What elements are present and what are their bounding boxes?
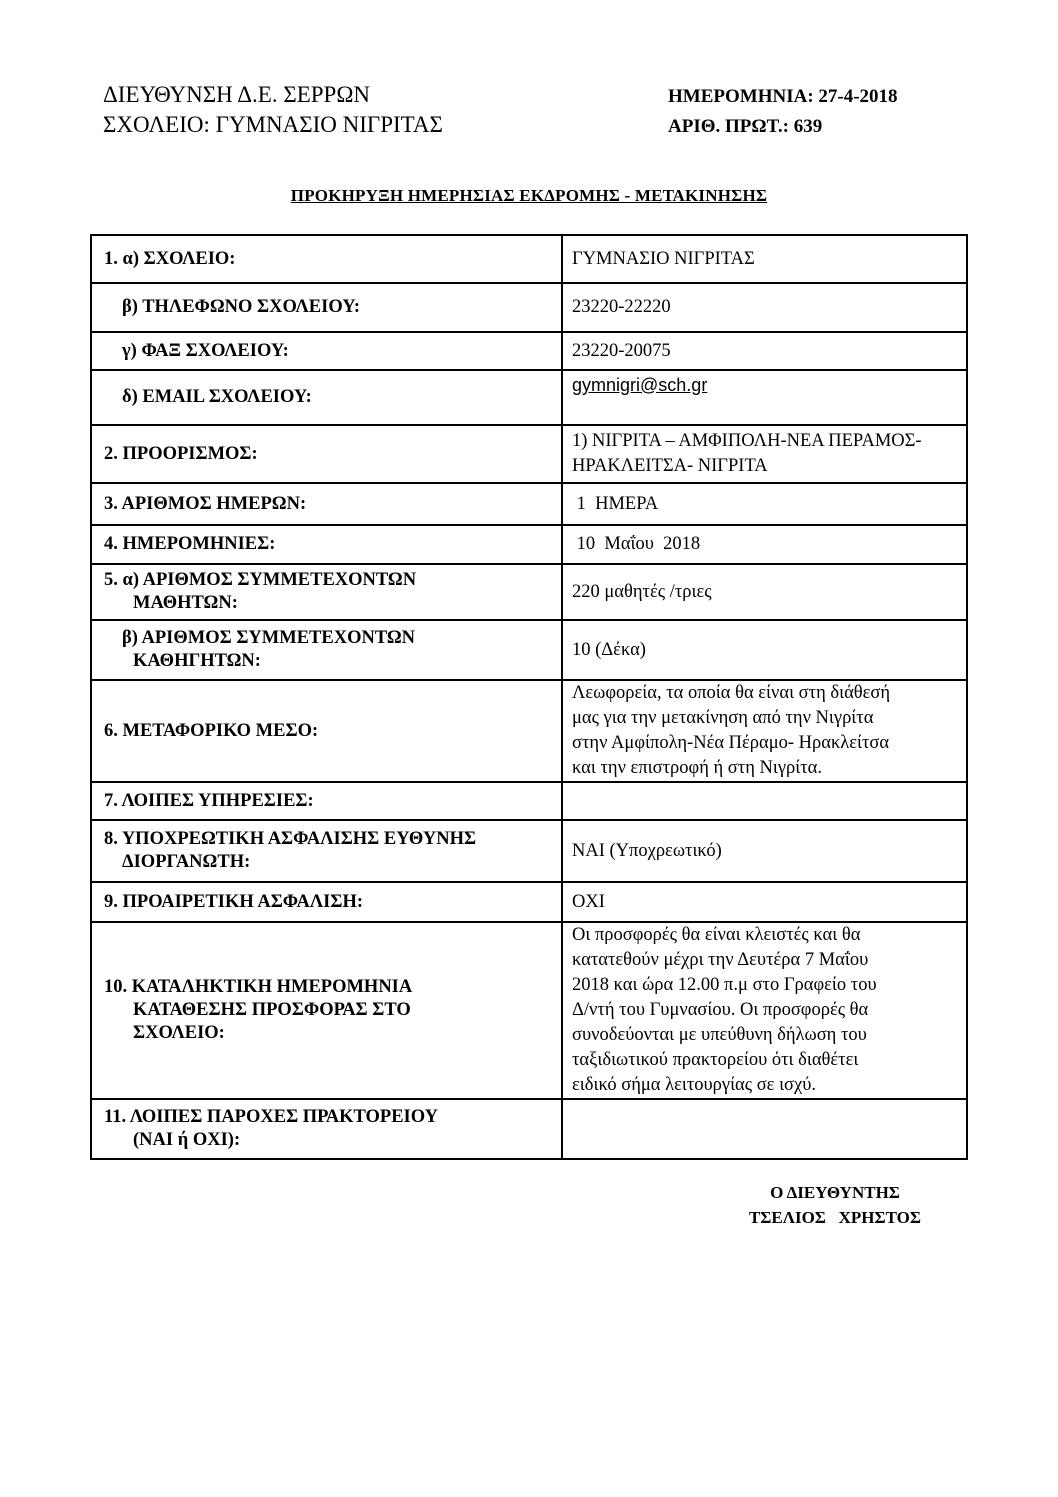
row-label: 8. ΥΠΟΧΡΕΩΤΙΚΗ ΑΣΦΑΛΙΣΗΣ ΕΥΘΥΝΗΣ ΔΙΟΡΓΑΝΩΤΗ: [91, 820, 562, 882]
trip-details-table [90, 234, 968, 1160]
letterhead-left [103, 80, 443, 140]
row-label: β) ΤΗΛΕΦΩΝΟ ΣΧΟΛΕΙΟΥ: [91, 283, 562, 332]
table-row [91, 525, 967, 564]
row-value: 10 (Δέκα) [562, 620, 967, 680]
directorate-name: ΔΙΕΥΘΥΝΣΗ Δ.Ε. ΣΕΡΡΩΝ [103, 82, 371, 107]
row-value: ΟΧΙ [562, 882, 967, 922]
row-value: 220 μαθητές /τριες [562, 564, 967, 620]
row-label: γ) ΦΑΞ ΣΧΟΛΕΙΟΥ: [91, 332, 562, 370]
table-row [91, 922, 967, 1099]
table-row [91, 620, 967, 680]
row-label: 1. α) ΣΧΟΛΕΙΟ: [91, 235, 562, 283]
row-value: ΓΥΜΝΑΣΙΟ ΝΙΓΡΙΤΑΣ [562, 235, 967, 283]
row-value [562, 370, 967, 425]
row-label: 7. ΛΟΙΠΕΣ ΥΠΗΡΕΣΙΕΣ: [91, 782, 562, 820]
school-name-header: ΣΧΟΛΕΙΟ: ΓΥΜΝΑΣΙΟ ΝΙΓΡΙΤΑΣ [103, 112, 443, 137]
row-label: 10. ΚΑΤΑΛΗΚΤΙΚΗ ΗΜΕΡΟΜΗΝΙΑ ΚΑΤΑΘΕΣΗΣ ΠΡΟΣΦΟΡΑΣ ΣΤΟ ΣΧΟΛΕΙΟ: [91, 922, 562, 1099]
table-row [91, 283, 967, 332]
row-value [562, 1099, 967, 1159]
email-link[interactable]: gymnigri@sch.gr [572, 374, 708, 395]
table-row [91, 483, 967, 525]
row-value: Οι προσφορές θα είναι κλειστές και θα κατατεθούν μέχρι την Δευτέρα 7 Μαΐου 2018 και ώρα 12.00 π.μ στο Γραφείο του Δ/ντή του Γυμνασίου. Οι προσφορές θα συνοδεύονται με υπεύθυνη δήλωση του ταξιδιωτικού πρακτορείου ότι διαθέτει ειδικό σήμα λειτουργίας σε ισχύ. [562, 922, 967, 1099]
row-label: 2. ΠΡΟΟΡΙΣΜΟΣ: [91, 425, 562, 483]
table-row [91, 820, 967, 882]
row-label: 3. ΑΡΙΘΜΟΣ ΗΜΕΡΩΝ: [91, 483, 562, 525]
signature-block [725, 1180, 945, 1230]
letterhead-right [668, 82, 898, 142]
row-label: 4. ΗΜΕΡΟΜΗΝΙΕΣ: [91, 525, 562, 564]
row-value: 1 ΗΜΕΡΑ [562, 483, 967, 525]
row-label: 6. ΜΕΤΑΦΟΡΙΚΟ ΜΕΣΟ: [91, 680, 562, 782]
row-label: 9. ΠΡΟΑΙΡΕΤΙΚΗ ΑΣΦΑΛΙΣΗ: [91, 882, 562, 922]
table-row [91, 564, 967, 620]
table-row [91, 370, 967, 425]
protocol-number: ΑΡΙΘ. ΠΡΩΤ.: 639 [668, 116, 823, 137]
row-label: 5. α) ΑΡΙΘΜΟΣ ΣΥΜΜΕΤΕΧΟΝΤΩΝ ΜΑΘΗΤΩΝ: [91, 564, 562, 620]
row-label: 11. ΛΟΙΠΕΣ ΠΑΡΟΧΕΣ ΠΡΑΚΤΟΡΕΙΟΥ (ΝΑΙ ή ΟΧΙ): [91, 1099, 562, 1159]
row-label: β) ΑΡΙΘΜΟΣ ΣΥΜΜΕΤΕΧΟΝΤΩΝ ΚΑΘΗΓΗΤΩΝ: [91, 620, 562, 680]
table-row [91, 680, 967, 782]
table-row [91, 332, 967, 370]
table-row [91, 235, 967, 283]
signatory-role: Ο ΔΙΕΥΘΥΝΤΗΣ [770, 1183, 900, 1202]
row-value: Λεωφορεία, τα οποία θα είναι στη διάθεσή μας για την μετακίνηση από την Νιγρίτα στην Αμφίπολη-Νέα Πέραμο- Ηρακλείτσα και την επιστροφή ή στη Νιγρίτα. [562, 680, 967, 782]
row-value: 23220-20075 [562, 332, 967, 370]
table-row [91, 425, 967, 483]
table-row [91, 782, 967, 820]
row-value: 23220-22220 [562, 283, 967, 332]
row-value: 10 Μαΐου 2018 [562, 525, 967, 564]
signatory-name: ΤΣΕΛΙΟΣ ΧΡΗΣΤΟΣ [748, 1208, 922, 1227]
document-title: ΠΡΟΚΗΡΥΞΗ ΗΜΕΡΗΣΙΑΣ ΕΚΔΡΟΜΗΣ - ΜΕΤΑΚΙΝΗΣΗΣ [290, 186, 768, 205]
table-row [91, 1099, 967, 1159]
document-date: ΗΜΕΡΟΜΗΝΙΑ: 27-4-2018 [668, 86, 898, 107]
row-value: ΝΑΙ (Υποχρεωτικό) [562, 820, 967, 882]
row-label: δ) EMAIL ΣΧΟΛΕΙΟΥ: [91, 370, 562, 425]
table-row [91, 882, 967, 922]
row-value [562, 782, 967, 820]
row-value: 1) ΝΙΓΡΙΤΑ – ΑΜΦΙΠΟΛΗ-ΝΕΑ ΠΕΡΑΜΟΣ- ΗΡΑΚΛΕΙΤΣΑ- ΝΙΓΡΙΤΑ [562, 425, 967, 483]
